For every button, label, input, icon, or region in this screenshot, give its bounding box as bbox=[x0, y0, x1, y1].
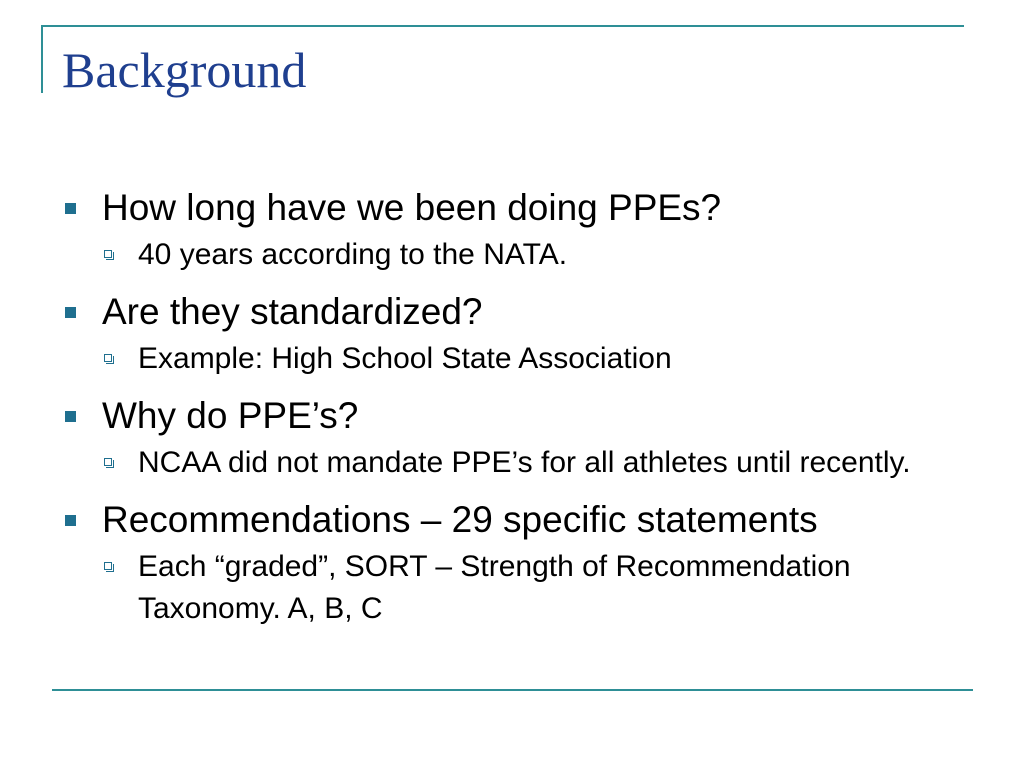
footer-rule bbox=[52, 689, 973, 691]
sub-bullet-item bbox=[62, 338, 962, 380]
sub-bullet-item bbox=[62, 442, 962, 484]
title-top-rule bbox=[41, 25, 964, 27]
square-bullet-icon bbox=[65, 307, 76, 318]
sub-bullet-text: NCAA did not mandate PPE’s for all athletes until recently. bbox=[138, 446, 911, 479]
sub-bullet-item bbox=[62, 234, 962, 276]
title-side-rule bbox=[41, 25, 43, 93]
square-bullet-icon bbox=[65, 411, 76, 422]
sub-bullet-item bbox=[62, 546, 962, 630]
bullet-text: Recommendations – 29 specific statements bbox=[102, 499, 818, 540]
bullet-item bbox=[62, 286, 962, 338]
hollow-square-bullet-icon bbox=[104, 250, 112, 258]
bullet-item bbox=[62, 390, 962, 442]
slide-title: Background bbox=[62, 42, 307, 98]
square-bullet-icon bbox=[65, 203, 76, 214]
bullet-list bbox=[62, 182, 962, 640]
bullet-text: Why do PPE’s? bbox=[102, 395, 359, 436]
hollow-square-bullet-icon bbox=[104, 562, 112, 570]
square-bullet-icon bbox=[65, 515, 76, 526]
bullet-text: Are they standardized? bbox=[102, 291, 483, 332]
sub-bullet-text: Each “graded”, SORT – Strength of Recommendation Taxonomy. A, B, C bbox=[138, 550, 851, 625]
hollow-square-bullet-icon bbox=[104, 354, 112, 362]
hollow-square-bullet-icon bbox=[104, 458, 112, 466]
sub-bullet-text: Example: High School State Association bbox=[138, 342, 672, 375]
sub-bullet-text: 40 years according to the NATA. bbox=[138, 238, 568, 271]
bullet-text: How long have we been doing PPEs? bbox=[102, 187, 722, 228]
bullet-item bbox=[62, 494, 962, 546]
bullet-item bbox=[62, 182, 962, 234]
